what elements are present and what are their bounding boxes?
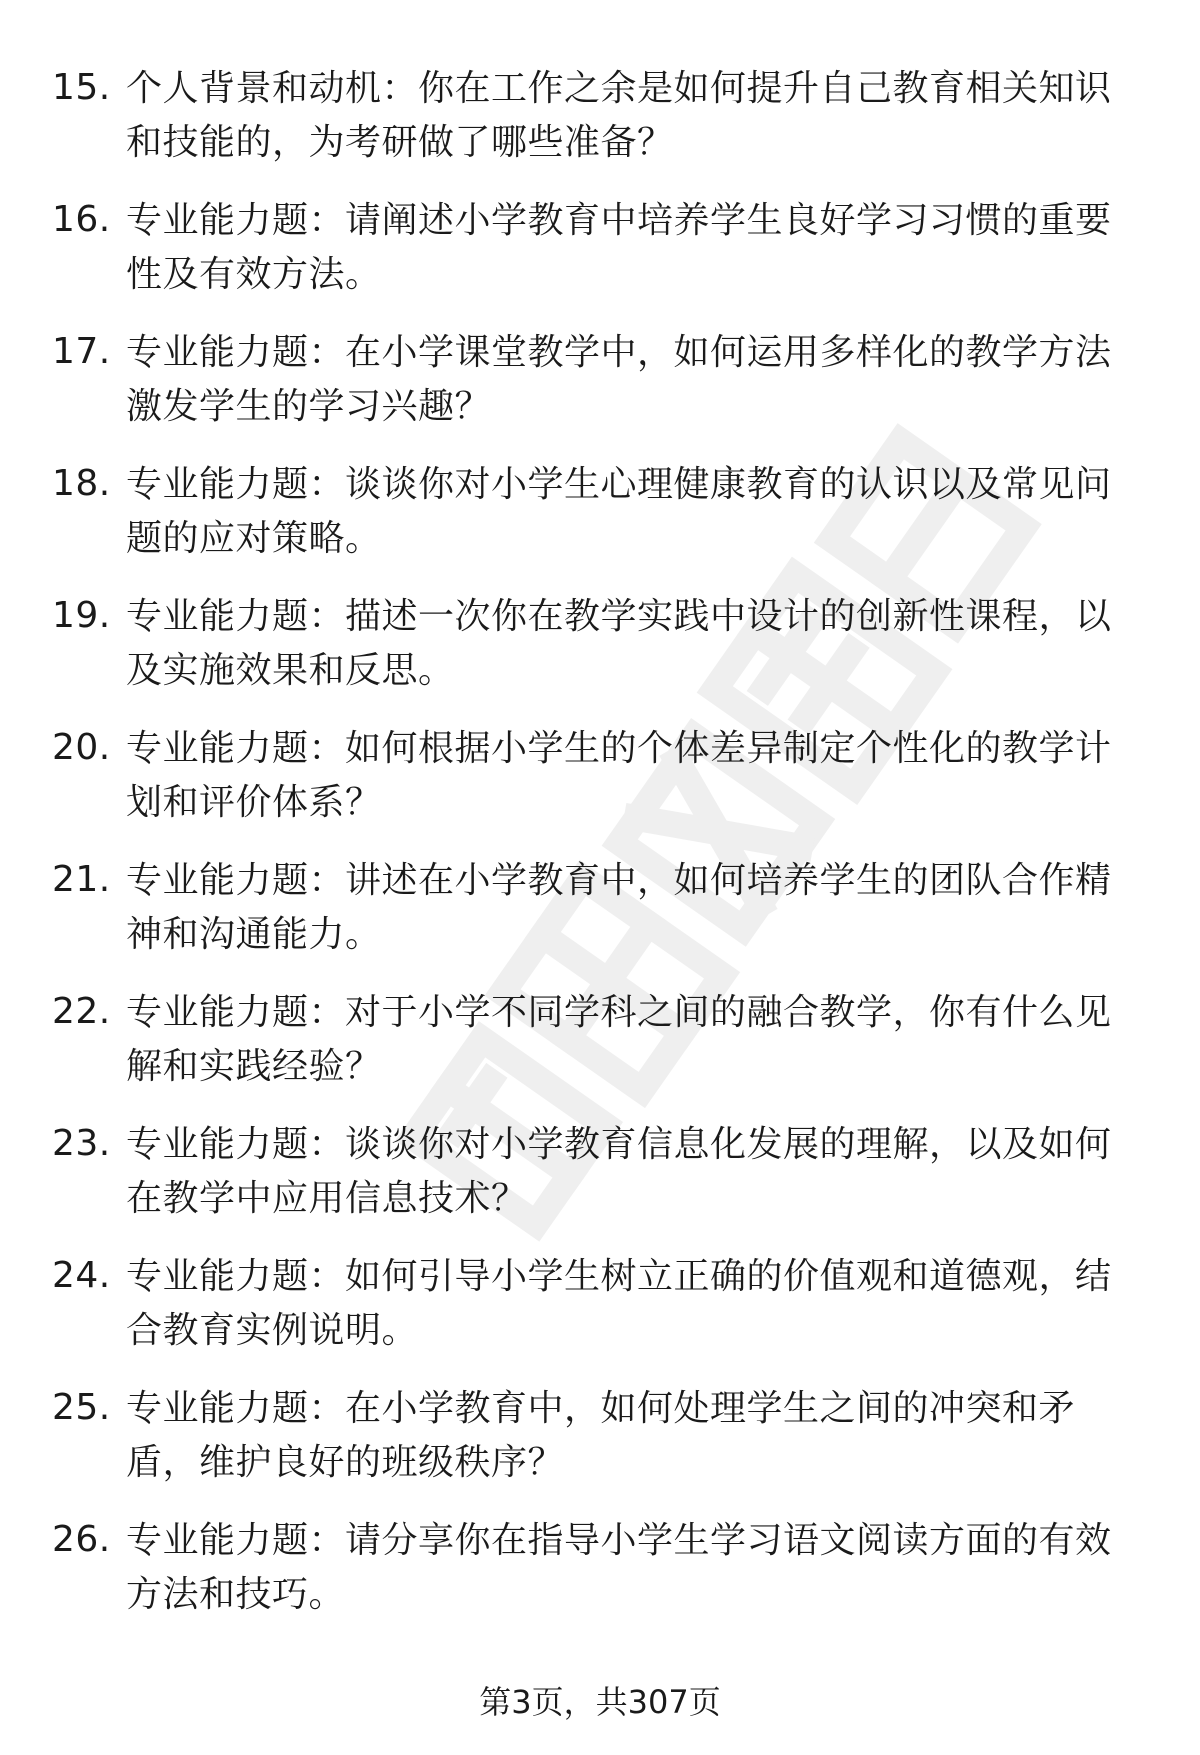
question-text: 专业能力题：讲述在小学教育中，如何培养学生的团队合作精神和沟通能力。	[126, 860, 1112, 955]
question-number: 26.	[52, 1519, 111, 1560]
question-text: 专业能力题：如何引导小学生树立正确的价值观和道德观，结合教育实例说明。	[126, 1256, 1112, 1351]
question-item	[0, 716, 1200, 848]
question-item	[0, 1244, 1200, 1376]
question-item	[0, 452, 1200, 584]
question-text: 专业能力题：对于小学不同学科之间的融合教学，你有什么见解和实践经验？	[126, 992, 1112, 1087]
question-item	[0, 1376, 1200, 1508]
question-text: 专业能力题：在小学教育中，如何处理学生之间的冲突和矛盾，维护良好的班级秩序？	[126, 1388, 1076, 1483]
question-number: 19.	[52, 595, 111, 636]
question-item	[0, 320, 1200, 452]
question-text: 专业能力题：请分享你在指导小学生学习语文阅读方面的有效方法和技巧。	[126, 1520, 1112, 1615]
question-number: 23.	[52, 1123, 111, 1164]
question-item	[0, 56, 1200, 188]
question-text: 专业能力题：如何根据小学生的个体差异制定个性化的教学计划和评价体系？	[126, 728, 1112, 823]
question-number: 24.	[52, 1255, 111, 1296]
question-text: 专业能力题：谈谈你对小学教育信息化发展的理解，以及如何在教学中应用信息技术？	[126, 1124, 1112, 1219]
question-item	[0, 1508, 1200, 1640]
question-list	[0, 56, 1200, 1640]
question-item	[0, 848, 1200, 980]
question-item	[0, 1112, 1200, 1244]
question-number: 16.	[52, 199, 111, 240]
question-item	[0, 188, 1200, 320]
page-number-footer: 第3页，共307页	[479, 1683, 721, 1721]
question-text: 专业能力题：描述一次你在教学实践中设计的创新性课程，以及实施效果和反思。	[126, 596, 1112, 691]
question-text: 个人背景和动机：你在工作之余是如何提升自己教育相关知识和技能的，为考研做了哪些准备？	[126, 68, 1112, 163]
question-number: 15.	[52, 67, 111, 108]
question-number: 22.	[52, 991, 111, 1032]
question-text: 专业能力题：在小学课堂教学中，如何运用多样化的教学方法激发学生的学习兴趣？	[126, 332, 1112, 427]
question-text: 专业能力题：谈谈你对小学生心理健康教育的认识以及常见问题的应对策略。	[126, 464, 1112, 559]
question-number: 17.	[52, 331, 111, 372]
question-item	[0, 980, 1200, 1112]
question-number: 25.	[52, 1387, 111, 1428]
question-number: 18.	[52, 463, 111, 504]
question-item	[0, 584, 1200, 716]
question-number: 20.	[52, 727, 111, 768]
question-number: 21.	[52, 859, 111, 900]
question-text: 专业能力题：请阐述小学教育中培养学生良好学习习惯的重要性及有效方法。	[126, 200, 1112, 295]
